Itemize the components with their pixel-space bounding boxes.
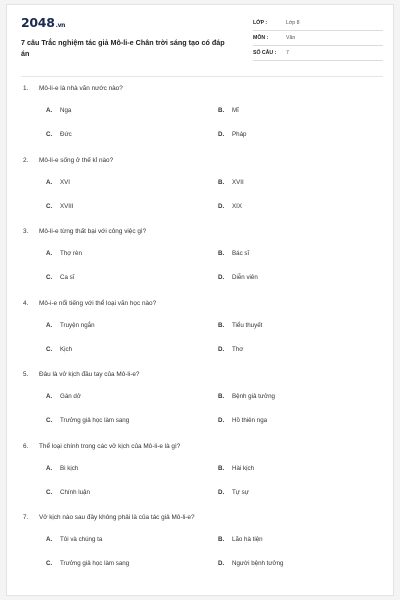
answer-option-b[interactable]	[218, 463, 378, 475]
question-stem	[21, 441, 383, 453]
option-letter: A.	[46, 393, 53, 400]
option-text: Đức	[60, 131, 72, 138]
question-stem	[21, 83, 383, 95]
option-letter: D.	[218, 417, 225, 424]
answer-option-b[interactable]	[218, 534, 378, 546]
question-item	[21, 512, 383, 584]
answer-option-a[interactable]	[46, 534, 206, 546]
option-text: Truyện ngắn	[60, 321, 95, 329]
option-text: XVIII	[60, 202, 74, 210]
meta-value: Văn	[286, 35, 296, 41]
answer-option-c[interactable]	[46, 129, 206, 141]
option-letter: A.	[46, 321, 53, 329]
question-number: 5.	[23, 371, 29, 378]
question-item	[21, 226, 383, 298]
answer-option-d[interactable]	[218, 487, 378, 499]
option-text: Người bệnh tưởng	[232, 560, 284, 567]
answer-option-c[interactable]	[46, 487, 206, 499]
answer-option-b[interactable]	[218, 248, 378, 260]
option-text: Trưởng giả học làm sang	[60, 560, 130, 567]
option-text: XIX	[232, 202, 242, 210]
option-letter: C.	[46, 488, 53, 496]
option-letter: D.	[218, 560, 225, 567]
answer-option-c[interactable]	[46, 272, 206, 284]
option-letter: D.	[218, 274, 225, 281]
question-text: Mô-li-e từng thất bại với công việc gì?	[39, 228, 147, 235]
option-text: Kịch	[60, 345, 73, 353]
option-letter: C.	[46, 345, 53, 353]
question-stem	[21, 369, 383, 381]
answer-option-c[interactable]	[46, 344, 206, 356]
option-letter: C.	[46, 417, 53, 424]
answer-option-d[interactable]	[218, 558, 378, 570]
option-letter: C.	[46, 274, 53, 281]
question-item	[21, 441, 383, 513]
meta-value: 7	[286, 50, 289, 56]
option-text: Pháp	[232, 131, 247, 138]
answer-option-c[interactable]	[46, 415, 206, 427]
question-number: 6.	[23, 442, 29, 450]
question-number: 2.	[23, 156, 29, 164]
option-letter: B.	[218, 393, 225, 400]
option-letter: B.	[218, 178, 225, 186]
question-item	[21, 155, 383, 227]
question-item	[21, 369, 383, 441]
option-text: Diễn viên	[232, 274, 258, 281]
answer-option-a[interactable]	[46, 320, 206, 332]
meta-subject	[253, 34, 383, 46]
option-text: Hồ thiên nga	[232, 417, 268, 424]
logo-tld: .vn	[55, 22, 66, 29]
option-letter: A.	[46, 107, 53, 114]
option-letter: B.	[218, 107, 225, 114]
question-number: 1.	[23, 85, 29, 92]
option-letter: B.	[218, 464, 225, 472]
option-text: Chính luận	[60, 488, 90, 496]
option-letter: C.	[46, 202, 53, 210]
answer-option-a[interactable]	[46, 248, 206, 260]
option-text: Hài kịch	[232, 464, 255, 472]
option-text: Lão hà tiện	[232, 536, 263, 543]
answer-option-c[interactable]	[46, 558, 206, 570]
answer-option-a[interactable]	[46, 177, 206, 189]
page-title: 7 câu Trắc nghiệm tác giả Mô-li-e Chân trời sáng tạo có đáp án	[21, 38, 225, 58]
option-letter: A.	[46, 464, 53, 472]
answer-option-d[interactable]	[218, 415, 378, 427]
option-letter: D.	[218, 345, 225, 353]
question-stem	[21, 155, 383, 167]
answer-option-d[interactable]	[218, 272, 378, 284]
option-text: Bi kịch	[60, 464, 79, 472]
header-divider	[21, 76, 383, 77]
option-letter: B.	[218, 250, 225, 257]
question-text: Đâu là vở kịch đầu tay của Mô-li-e?	[39, 371, 140, 378]
answer-option-b[interactable]	[218, 320, 378, 332]
answer-option-a[interactable]	[46, 105, 206, 117]
quiz-meta	[253, 19, 383, 64]
question-number: 7.	[23, 514, 29, 521]
option-text: Thợ rèn	[60, 250, 82, 257]
option-text: Bệnh giả tưởng	[232, 393, 275, 400]
option-letter: D.	[218, 131, 225, 138]
question-item	[21, 298, 383, 370]
option-text: Tôi và chúng ta	[60, 536, 103, 543]
option-text: Trưởng giả học làm sang	[60, 417, 130, 424]
question-list	[21, 83, 383, 584]
answer-option-c[interactable]	[46, 201, 206, 213]
question-item	[21, 83, 383, 155]
question-text: Mô-i-e nổi tiếng với thể loại văn học nào?	[39, 299, 157, 307]
answer-option-b[interactable]	[218, 105, 378, 117]
answer-option-d[interactable]	[218, 344, 378, 356]
question-number: 3.	[23, 228, 29, 235]
quiz-header	[21, 15, 383, 73]
answer-option-a[interactable]	[46, 391, 206, 403]
option-letter: C.	[46, 131, 53, 138]
answer-option-a[interactable]	[46, 463, 206, 475]
option-letter: A.	[46, 536, 53, 543]
meta-label: LỚP :	[253, 20, 268, 26]
answer-option-d[interactable]	[218, 201, 378, 213]
option-text: Tiểu thuyết	[232, 321, 263, 329]
option-text: Bác sĩ	[232, 250, 250, 257]
option-text: XVII	[232, 178, 244, 186]
site-logo[interactable]	[21, 15, 65, 30]
question-stem	[21, 512, 383, 524]
option-text: Mĩ	[232, 107, 239, 114]
option-text: Nga	[60, 107, 72, 114]
meta-label: SỐ CÂU :	[253, 50, 277, 56]
question-text: Thể loại chính trong các vở kịch của Mô-li-e là gì?	[39, 442, 181, 450]
logo-main: 2048	[21, 15, 55, 30]
option-letter: A.	[46, 250, 53, 257]
answer-option-b[interactable]	[218, 391, 378, 403]
answer-option-b[interactable]	[218, 177, 378, 189]
question-stem	[21, 298, 383, 310]
option-text: Thơ	[232, 345, 244, 353]
question-stem	[21, 226, 383, 238]
option-letter: A.	[46, 178, 53, 186]
question-text: Mô-li-e là nhà văn nước nào?	[39, 85, 123, 92]
question-text: Vở kịch nào sau đây không phải là của tác giả Mô-li-e?	[39, 514, 195, 521]
option-letter: C.	[46, 560, 53, 567]
question-text: Mô-li-e sống ở thế kỉ nào?	[39, 156, 114, 164]
answer-option-d[interactable]	[218, 129, 378, 141]
option-letter: D.	[218, 488, 225, 496]
option-letter: B.	[218, 536, 225, 543]
question-number: 4.	[23, 299, 29, 307]
option-letter: B.	[218, 321, 225, 329]
option-letter: D.	[218, 202, 225, 210]
option-text: XVI	[60, 178, 70, 186]
option-text: Gàn dở	[60, 393, 81, 400]
option-text: Tự sự	[232, 488, 249, 496]
meta-question-count	[253, 49, 383, 61]
meta-value: Lớp 8	[286, 20, 300, 26]
option-text: Ca sĩ	[60, 274, 75, 281]
quiz-sheet	[6, 4, 394, 596]
meta-class	[253, 19, 383, 31]
meta-label: MÔN :	[253, 35, 269, 41]
